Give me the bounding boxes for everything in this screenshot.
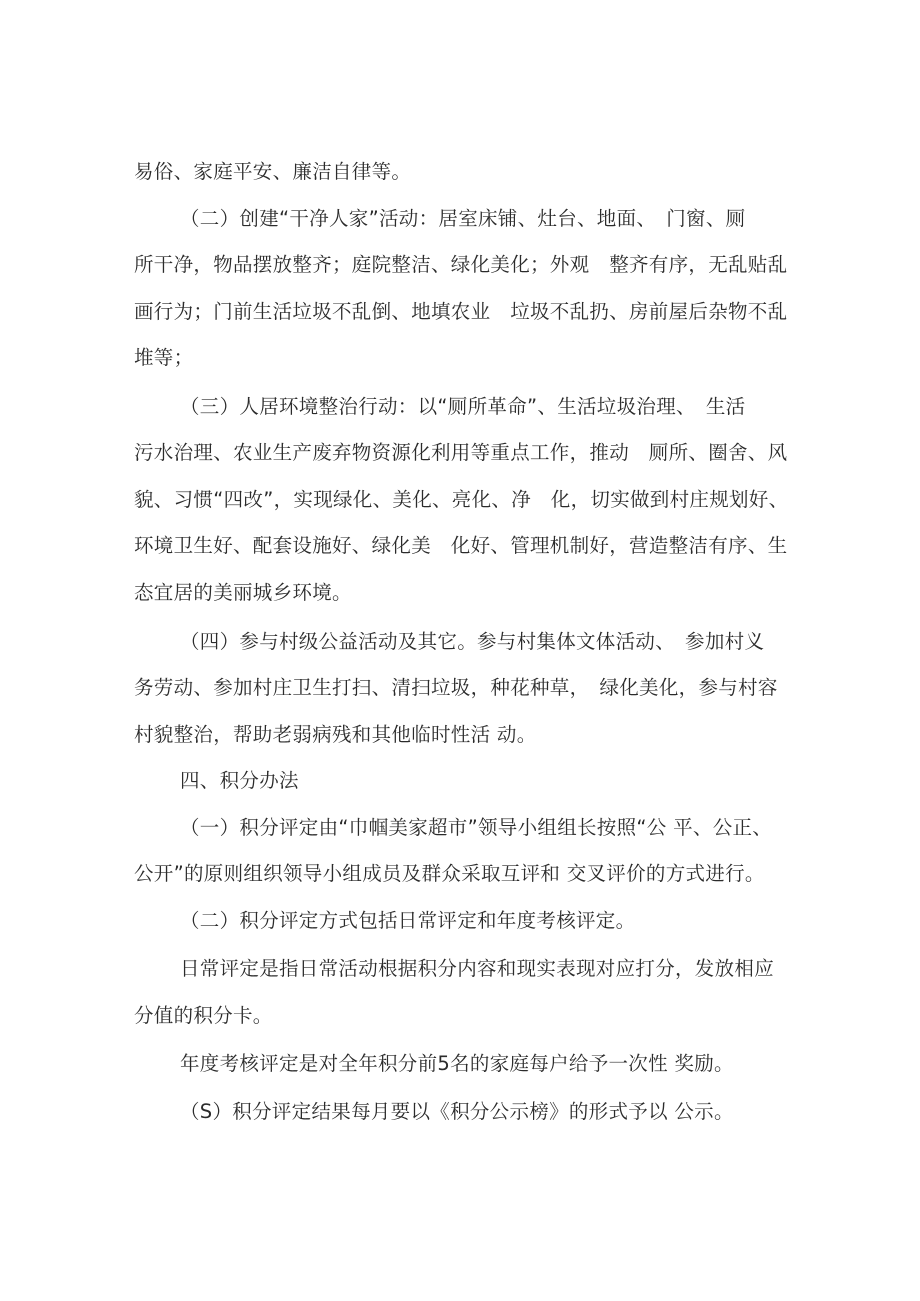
text-line: （二）积分评定方式包括日常评定和年度考核评定。 xyxy=(180,909,636,932)
section-heading: 四、积分办法 xyxy=(180,769,299,792)
text-line: 污水治理、农业生产废弃物资源化利用等重点工作，推动 厕所、圈舍、风 xyxy=(134,441,788,464)
text-line: 貌、习惯“四改”，实现绿化、美化、亮化、净 化，切实做到村庄规划好、 xyxy=(134,488,789,511)
text-line: （一）积分评定由“巾帼美家超市”领导小组组长按照“公 平、公正、 xyxy=(180,816,773,839)
text-line: （二）创建“干净人家”活动：居室床铺、灶台、地面、 门窗、厕 xyxy=(180,207,746,230)
text-line: 务劳动、参加村庄卫生打扫、清扫垃圾，种花种草， 绿化美化，参与村容 xyxy=(134,676,778,699)
text-line: 堆等； xyxy=(134,346,194,369)
text-line: 环境卫生好、配套设施好、绿化美 化好、管理机制好，营造整洁有序、生 xyxy=(134,534,788,557)
text-line: 所干净，物品摆放整齐；庭院整洁、绿化美化；外观 整齐有序，无乱贴乱 xyxy=(134,253,788,276)
text-line: 日常评定是指日常活动根据积分内容和现实表现对应打分，发放相应 xyxy=(180,957,775,980)
text-line: 年度考核评定是对全年积分前5名的家庭每户给予一次性 奖励。 xyxy=(180,1052,734,1075)
text-line: 公开”的原则组织领导小组成员及群众采取互评和 交叉评价的方式进行。 xyxy=(134,862,765,885)
text-line: 分值的积分卡。 xyxy=(134,1004,273,1027)
text-line: 易俗、家庭平安、廉洁自律等。 xyxy=(134,160,412,183)
text-line: （S）积分评定结果每月要以《积分公示榜》的形式予以 公示。 xyxy=(180,1100,734,1123)
text-line: （四）参与村级公益活动及其它。参与村集体文体活动、 参加村义 xyxy=(180,630,765,653)
text-line: 画行为；门前生活垃圾不乱倒、地填农业 垃圾不乱扔、房前屋后杂物不乱 xyxy=(134,300,788,323)
text-line: 村貌整治，帮助老弱病残和其他临时性活 动。 xyxy=(134,723,537,746)
text-line: 态宜居的美丽城乡环境。 xyxy=(134,581,352,604)
text-line: （三）人居环境整治行动：以“厕所革命”、生活垃圾治理、 生活 xyxy=(180,395,746,418)
